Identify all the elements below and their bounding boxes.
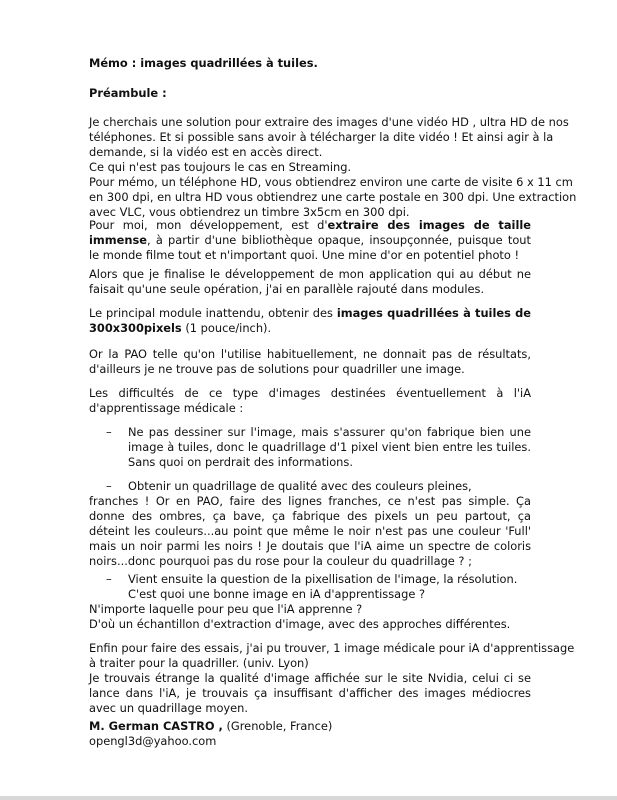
bullet-item-3 xyxy=(128,572,531,602)
text-line: Vient ensuite la question de la pixellisation de l'image, la résolution. xyxy=(128,572,518,586)
text-line: Je cherchais une solution pour extraire des images d'une vidéo HD , ultra HD de nos xyxy=(89,115,569,129)
text-line: C'est quoi une bonne image en iA d'apprentissage ? xyxy=(128,587,426,601)
text-line: demande, si la vidéo est en accès direct. xyxy=(89,145,323,159)
text-line: Enfin pour faire des essais, j'ai pu trouver, 1 image médicale pour iA d'apprentissage xyxy=(89,641,575,655)
memo-title: Mémo : images quadrillées à tuiles. xyxy=(89,56,318,70)
text-line: D'où un échantillon d'extraction d'image, avec des approches différentes. xyxy=(89,617,511,631)
text-line: téléphones. Et si possible sans avoir à télécharger la dite vidéo ! Et ainsi agir à la xyxy=(89,130,554,144)
text-run: Le principal module inattendu, obtenir des xyxy=(89,306,337,320)
text-line: avec VLC, vous obtiendrez un timbre 3x5cm en 300 dpi. xyxy=(89,205,410,219)
paragraph-main-module xyxy=(89,306,531,336)
paragraph-modules: Alors que je finalise le développement de mon application qui au début ne faisait qu'une seule opération, j'ai en parallèle rajouté dans modules. xyxy=(89,267,531,296)
text-line: Pour mémo, un téléphone HD, vous obtiendrez environ une carte de visite 6 x 11 cm xyxy=(89,175,573,189)
text-line: Ce qui n'est pas toujours le cas en Streaming. xyxy=(89,160,352,174)
preamble-heading: Préambule : xyxy=(89,86,167,100)
bullet-item-2-continued: franches ! Or en PAO, faire des lignes franches, ce n'est pas simple. Ça donne des ombres, ça bave, ça fabrique des pixels un peu partout, ça déteint les couleurs...au point que même le noir n'est pas une couleur 'Full' mais un noir parmi les noirs ! Je doutais que l'iA aime un spectre de coloris noirs...donc pourquoi pas du rose pour la couleur du quadrillage ? ; xyxy=(89,494,531,568)
text-line: en 300 dpi, en ultra HD vous obtiendrez une carte postale en 300 dpi. Une extraction xyxy=(89,190,577,204)
paragraph-difficulties: Les difficultés de ce type d'images destinées éventuellement à l'iA d'apprentissage médicale : xyxy=(89,386,531,415)
paragraph-pao: Or la PAO telle qu'on l'utilise habituellement, ne donnait pas de résultats, d'ailleurs je ne trouve pas de solutions pour quadriller une image. xyxy=(89,347,531,376)
paragraph-nvidia: Je trouvais étrange la qualité d'image affichée sur le site Nvidia, celui ci se lance dans l'iA, je trouvais ça insuffisant d'afficher des images médiocres avec un quadrillage moyen. xyxy=(89,671,531,715)
paragraph-medical-image xyxy=(89,641,575,671)
signature xyxy=(89,719,531,734)
bullet-item-1: Ne pas dessiner sur l'image, mais s'assurer qu'on fabrique bien une image à tuiles, donc le quadrillage d'1 pixel vient bien entre les tuiles. Sans quoi on perdrait des informations. xyxy=(128,425,531,469)
paragraph-after-bullets xyxy=(89,602,531,632)
text-run: (1 pouce/inch). xyxy=(181,321,272,335)
author-location: (Grenoble, France) xyxy=(222,719,333,733)
author-name: M. German CASTRO , xyxy=(89,719,223,733)
bullet-marker: – xyxy=(106,572,112,586)
page-bottom-edge xyxy=(0,796,617,800)
text-line: N'importe laquelle pour peu que l'iA apprenne ? xyxy=(89,602,363,616)
text-run: , à partir d'une bibliothèque opaque, insoupçonnée, puisque tout le monde filme tout et n'important quoi. Une mine d'or en potentiel photo ! xyxy=(89,233,531,262)
bullet-marker: – xyxy=(106,425,112,439)
emphasis-text: extraire des images de taille immense xyxy=(89,218,531,247)
paragraph-intro xyxy=(89,115,577,220)
bullet-item-2: Obtenir un quadrillage de qualité avec des couleurs pleines, xyxy=(128,479,472,493)
emphasis-text: images quadrillées à tuiles de 300x300pixels xyxy=(89,306,531,335)
author-email[interactable]: opengl3d@yahoo.com xyxy=(89,734,217,748)
paragraph-development xyxy=(89,218,531,263)
text-run: Pour moi, mon développement, est d' xyxy=(89,218,328,232)
bullet-marker: – xyxy=(106,479,112,493)
text-line: à traiter pour la quadriller. (univ. Lyon) xyxy=(89,656,309,670)
